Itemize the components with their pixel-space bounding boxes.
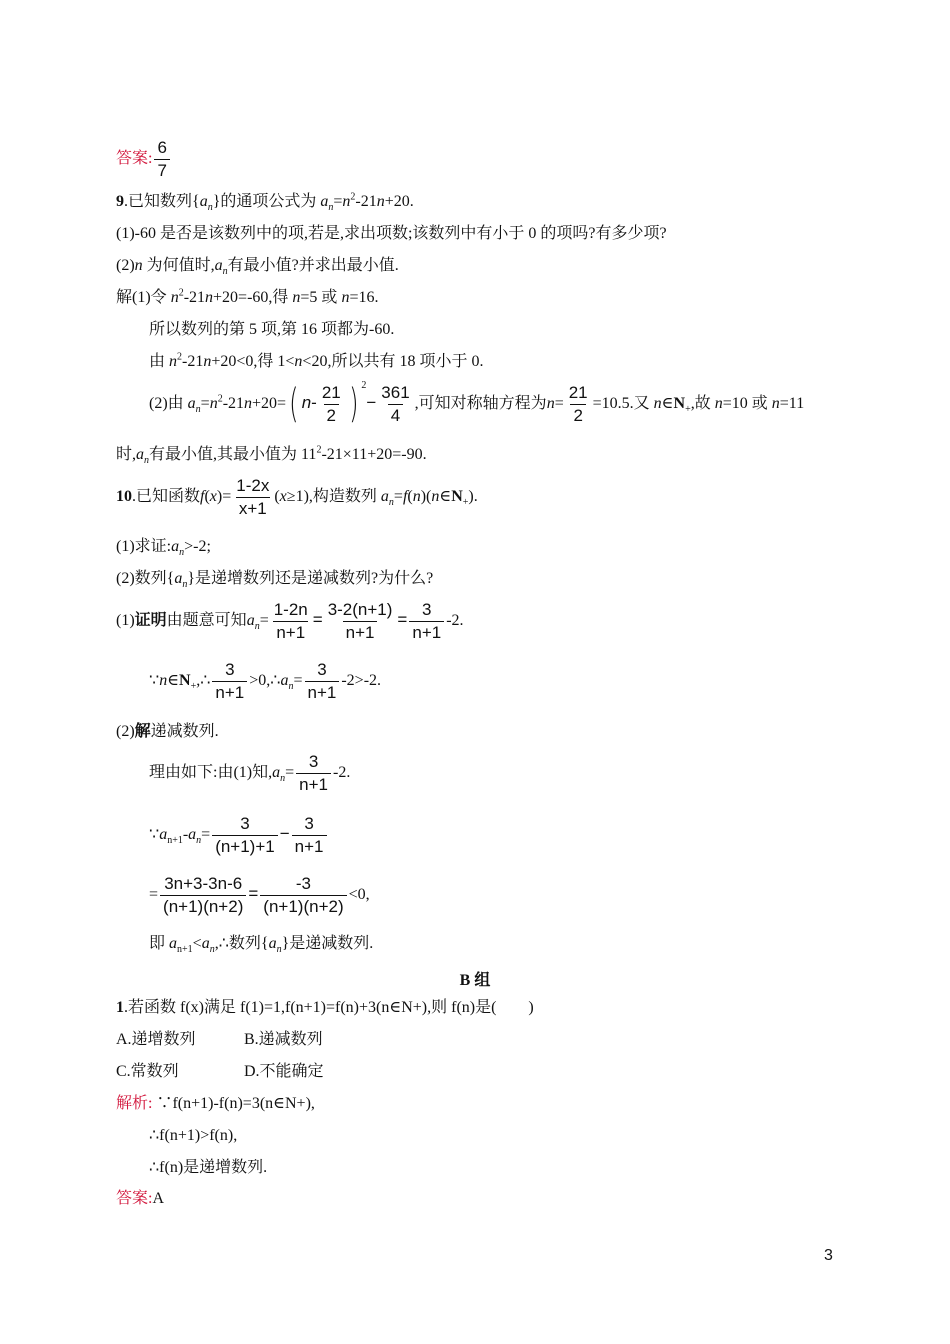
q9-solution-4: (2)由 $a_n=n^2-21n+20=$( n- $\frac{21}{2}$ ) $^2$− $\frac{361}{4}$ ,可知对称轴方程为n= $\frac{21}{2}$ =10.5.又 $n\in N_+$,故 n=10 或 n=11 [149,379,805,428]
q10-proof-1: (1)证明由题意可知$a_n=$ $\frac{1-2n}{n+1}$ = $\frac{3-2(n+1)}{n+1}$ = $\frac{3}{n+1}$ -2. [116,599,464,642]
q10-solution-2: (2)解递减数列. [116,723,219,740]
q10-part2: (2)数列$\{a_n\}$是递增数列还是递减数列?为什么? [116,570,434,591]
q9-part2: (2)n 为何值时$,a_n$有最小值?并求出最小值. [116,257,399,278]
q10-part1: (1)求证$:a_n>-2$; [116,538,211,559]
page-number: 3 [824,1247,833,1264]
b1-analysis-1: 解析: ∵f(n+1)-f(n)=3(n∈N+), [116,1095,315,1112]
q10-reason: 理由如下:由(1)知$,a_n=$ $\frac{3}{n+1}$ -2. [149,751,351,794]
q10-diff: $\because a_{n+1}-a_n=$ $\frac{3}{(n+1)+1}$ − $\frac{3}{n+1}$ [149,811,329,858]
q9-solution-1: 解(1)令 $n^2-21n+20=-60$,得 n=5 或 n=16. [116,287,379,306]
q9-solution-3: 由 $n^2-21n+20<0$,得 1<n<20,所以共有 18 项小于 0. [149,351,484,370]
b1-stem: 1.若函数 f(x)满足 f(1)=1,f(n+1)=f(n)+3(n∈N+),则 f(n)是( ) [116,999,534,1016]
q9-part1: (1)-60 是否是该数列中的项,若是,求出项数;该数列中有小于 0 的项吗?有多少项? [116,225,667,242]
answer-label: 答案 [116,150,149,168]
b1-analysis-3: ∴f(n)是递增数列. [149,1159,268,1176]
group-b-heading: B 组 [459,972,491,989]
b1-answer: 答案:A [116,1190,165,1207]
q10-simplify: = $\frac{3n+3-3n-6}{(n+1)(n+2)}$ = $\frac{-3}{(n+1)(n+2)}$ <0, [149,873,370,916]
q10-stem: 10.已知函数f(x)= $\frac{1-2x}{x+1}$ (x≥1),构造数列 $a_n=f(n)(n\in N_+)$. [116,475,478,518]
q9-solution-5: 时$,a_n$有最小值,其最小值为 $11^2-21\times 11+20=-90$. [116,444,427,467]
answer-line: 答案: $\frac{6}{7}$ [116,138,172,181]
b1-options-row1: A.递增数列 B.递减数列 [116,1031,323,1048]
q10-proof-2: $\because n\in N_+,\therefore$ $\frac{3}{n+1}$ $>0,\therefore a_n=$ $\frac{3}{n+1}$ -2>-2. [149,659,382,702]
b1-analysis-2: ∴f(n+1)>f(n), [149,1127,238,1144]
q9-stem: 9.已知数列$\{a_n\}$的通项公式为 $a_n=n^2-21n+20$. [116,191,414,214]
b1-options-row2: C.常数列 D.不能确定 [116,1063,324,1080]
q9-solution-2: 所以数列的第 5 项,第 16 项都为-60. [149,321,395,338]
q10-conclusion: 即 $a_{n+1}<a_n,\therefore$数列$\{a_n\}$是递减数列. [149,935,374,956]
answer-fraction: $\frac{6}{7}$ [154,138,169,181]
